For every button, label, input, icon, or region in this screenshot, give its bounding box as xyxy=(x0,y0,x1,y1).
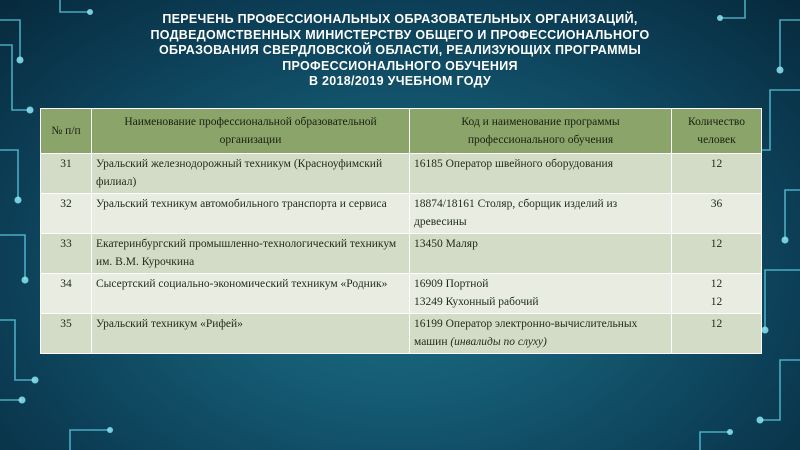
header-count: Количество человек xyxy=(672,109,762,154)
cell-count: 12 xyxy=(672,234,762,274)
program-text: 16199 Оператор электронно-вычислительных машин xyxy=(414,318,638,348)
title-line: ПОДВЕДОМСТВЕННЫХ МИНИСТЕРСТВУ ОБЩЕГО И ПРОФЕССИОНАЛЬНОГО xyxy=(150,27,650,42)
table-row xyxy=(41,234,762,274)
cell-num: 34 xyxy=(41,274,92,314)
table-row xyxy=(41,194,762,234)
cell-program: 16185 Оператор швейного оборудования xyxy=(410,154,672,194)
cell-program: 18874/18161 Столяр, сборщик изделий из древесины xyxy=(410,194,672,234)
count-line: 12 xyxy=(710,278,723,290)
program-note: (инвалиды по слуху) xyxy=(450,335,547,348)
cell-num: 31 xyxy=(41,154,92,194)
cell-org: Сысертский социально-экономический техникум «Родник» xyxy=(92,274,410,314)
table-row xyxy=(41,274,762,314)
table-row xyxy=(41,154,762,194)
title-line: ОБРАЗОВАНИЯ СВЕРДЛОВСКОЙ ОБЛАСТИ, РЕАЛИЗУЮЩИХ ПРОГРАММЫ xyxy=(158,43,642,57)
page-title xyxy=(70,12,730,90)
title-line: В 2018/2019 УЧЕБНОМ ГОДУ xyxy=(308,74,492,88)
count-line: 12 xyxy=(710,295,723,308)
cell-org: Уральский техникум «Рифей» xyxy=(92,314,410,354)
header-num: № п/п xyxy=(41,109,92,154)
header-org: Наименование профессиональной образовательной организации xyxy=(92,109,410,154)
cell-count xyxy=(672,274,762,314)
cell-count: 36 xyxy=(672,194,762,234)
cell-num: 35 xyxy=(41,314,92,354)
header-program: Код и наименование программы профессионального обучения xyxy=(410,109,672,154)
cell-num: 32 xyxy=(41,194,92,234)
cell-program xyxy=(410,274,672,314)
organizations-table xyxy=(40,108,762,354)
table-row xyxy=(41,314,762,354)
cell-count: 12 xyxy=(672,314,762,354)
cell-program: 13450 Маляр xyxy=(410,234,672,274)
title-line: ПРОФЕССИОНАЛЬНОГО ОБУЧЕНИЯ xyxy=(282,58,518,73)
cell-num: 33 xyxy=(41,234,92,274)
cell-org: Екатеринбургский промышленно-технологический техникум им. В.М. Курочкина xyxy=(92,234,410,274)
cell-count: 12 xyxy=(672,154,762,194)
cell-program xyxy=(410,314,672,354)
program-line: 16909 Портной xyxy=(414,278,489,290)
cell-org: Уральский железнодорожный техникум (Красноуфимский филиал) xyxy=(92,154,410,194)
program-line: 13249 Кухонный рабочий xyxy=(414,295,539,308)
table-header-row xyxy=(41,109,762,154)
cell-org: Уральский техникум автомобильного транспорта и сервиса xyxy=(92,194,410,234)
title-line: ПЕРЕЧЕНЬ ПРОФЕССИОНАЛЬНЫХ ОБРАЗОВАТЕЛЬНЫХ ОРГАНИЗАЦИЙ, xyxy=(162,12,638,26)
